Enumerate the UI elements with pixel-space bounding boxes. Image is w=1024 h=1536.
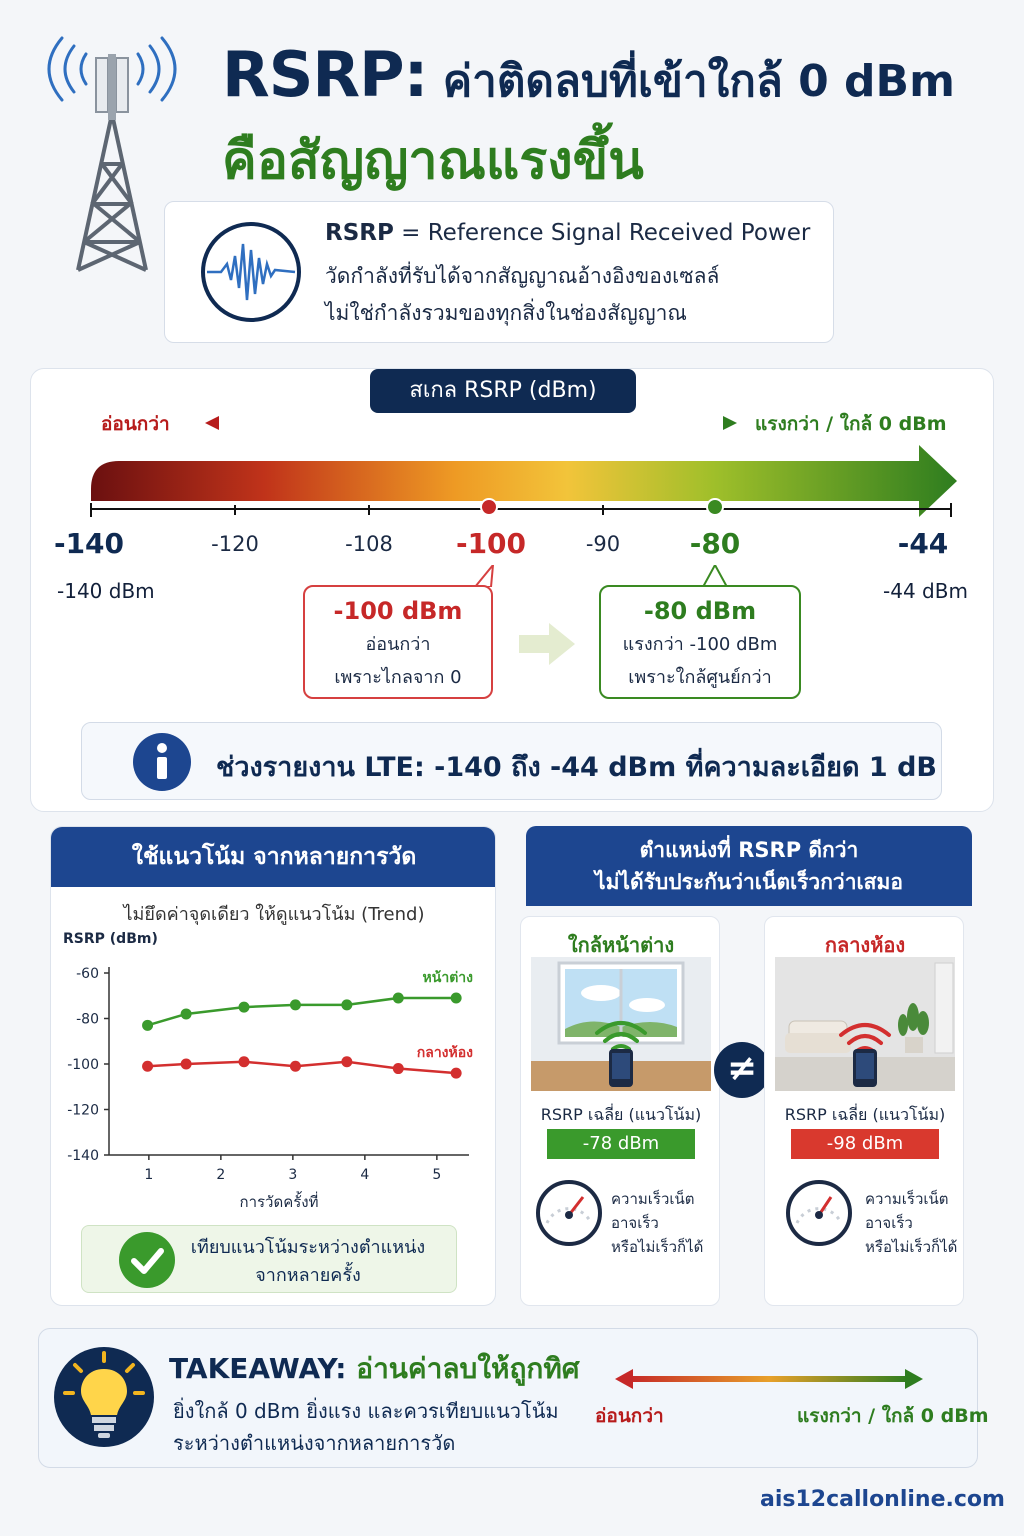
scale-stronger-label: แรงกว่า / ใกล้ 0 dBm: [755, 413, 947, 435]
series-point-2: [142, 1061, 153, 1072]
series-point-1: [341, 999, 352, 1010]
not-equal-icon: ≠: [714, 1042, 770, 1098]
series-point-2: [393, 1063, 404, 1074]
location-window-label: RSRP เฉลี่ย (แนวโน้ม): [540, 1105, 702, 1124]
trend-subtitle: ไม่ยึดค่าจุดเดียว ให้ดูแนวโน้ม (Trend): [123, 904, 425, 925]
location-header: [526, 826, 972, 906]
series-point-2: [239, 1056, 250, 1067]
title-rest: ค่าติดลบที่เข้าใกล้ 0 dBm: [442, 56, 955, 107]
page-title: [222, 38, 955, 116]
y-tick-label: -80: [76, 1011, 99, 1028]
series-point-2: [451, 1068, 462, 1079]
trend-tip-line1: เทียบแนวโน้มระหว่างตำแหน่ง: [190, 1237, 426, 1258]
takeaway-heading: อ่านค่าลบให้ถูกทิศ: [356, 1352, 580, 1385]
y-tick-label: -120: [67, 1102, 99, 1119]
location-header-line2: ไม่ได้รับประกันว่าเน็ตเร็วกว่าเสมอ: [595, 870, 903, 894]
callout-weak-line2: เพราะไกลจาก 0: [334, 667, 462, 688]
takeaway-line2: ระหว่างตำแหน่งจากหลายการวัด: [173, 1431, 456, 1455]
x-tick-label: 3: [288, 1167, 298, 1183]
trend-tip-line2: จากหลายครั้ง: [255, 1265, 361, 1286]
takeaway-label: TAKEAWAY:: [169, 1352, 347, 1385]
trend-tip-text: [178, 1234, 438, 1290]
info-text: ช่วงรายงาน LTE: -140 ถึง -44 dBm ที่ความละเอียด 1 dB: [216, 752, 937, 783]
location-window-speed: [611, 1187, 703, 1259]
speed-line2: อาจเร็ว: [611, 1214, 659, 1232]
tick-minus120: -120: [211, 532, 259, 556]
location-room-speed: [865, 1187, 957, 1259]
tick-minus80: -80: [689, 527, 741, 560]
series-line-2: [148, 1062, 457, 1073]
callout-strong-value: -80 dBm: [643, 597, 757, 625]
trend-tip-box: [81, 1225, 457, 1293]
series-point-1: [451, 993, 462, 1004]
x-tick-label: 1: [144, 1167, 154, 1183]
scale-title: สเกล RSRP (dBm): [370, 369, 636, 413]
speed-line1: ความเร็วเน็ต: [865, 1190, 949, 1208]
definition-line2: วัดกำลังที่รับได้จากสัญญาณอ้างอิงของเซลล์: [325, 264, 720, 288]
location-header-line1: ตำแหน่งที่ RSRP ดีกว่า: [639, 838, 859, 862]
definition-card: [164, 201, 834, 343]
info-bar: [81, 722, 942, 800]
tick-minus108: -108: [345, 532, 393, 556]
speedometer-icon: [785, 1179, 853, 1251]
callout-weak-value: -100 dBm: [333, 597, 463, 625]
window-room-illustration: [531, 957, 711, 1095]
location-room-label: RSRP เฉลี่ย (แนวโน้ม): [784, 1105, 946, 1124]
x-tick-label: 2: [216, 1167, 226, 1183]
tick-minus140: -140: [53, 527, 125, 560]
title-prefix: RSRP:: [222, 38, 428, 111]
series-point-1: [290, 999, 301, 1010]
scale-end-left: -140 dBm: [57, 579, 155, 603]
trend-panel: [50, 826, 496, 1306]
definition-abbr: RSRP: [325, 220, 394, 246]
callout-strong-line1: แรงกว่า -100 dBm: [622, 634, 778, 655]
location-room-title: กลางห้อง: [824, 933, 906, 957]
takeaway-line1: ยิ่งใกล้ 0 dBm ยิ่งแรง และควรเทียบแนวโน้ม: [173, 1399, 559, 1423]
takeaway-arrow: [613, 1367, 925, 1395]
tick-minus90: -90: [585, 532, 621, 556]
lightbulb-icon: [53, 1341, 155, 1457]
y-tick-label: -140: [67, 1148, 99, 1164]
takeaway-title: [169, 1347, 580, 1391]
callout-strong: [599, 585, 801, 699]
series-point-1: [181, 1008, 192, 1019]
series-label-2: กลางห้อง: [416, 1045, 473, 1062]
speed-line3: หรือไม่เร็วก็ได้: [865, 1238, 958, 1256]
callout-strong-line2: เพราะใกล้ศูนย์กว่า: [628, 667, 772, 688]
definition-expansion: = Reference Signal Received Power: [401, 220, 811, 246]
definition-title: [325, 220, 810, 246]
series-label-1: หน้าต่าง: [422, 970, 473, 987]
rsrp-gradient-bar: [89, 443, 969, 527]
series-point-1: [239, 1002, 250, 1013]
callout-weak: [303, 585, 493, 699]
definition-line3: ไม่ใช่กำลังรวมของทุกสิ่งในช่องสัญญาณ: [325, 301, 687, 325]
location-window-value: -78 dBm: [547, 1129, 695, 1159]
tick-minus100: -100: [455, 527, 527, 560]
checkmark-icon: [118, 1231, 176, 1293]
scale-weaker-label: อ่อนกว่า: [101, 413, 170, 435]
page-subtitle: คือสัญญาณแรงขึ้น: [222, 131, 644, 191]
y-tick-label: -60: [76, 966, 99, 982]
y-axis-label: RSRP (dBm): [63, 931, 158, 947]
location-card-room: [764, 916, 964, 1306]
tick-minus44: -44: [897, 527, 949, 560]
y-tick-label: -100: [67, 1057, 99, 1073]
series-point-1: [142, 1020, 153, 1031]
speedometer-icon: [535, 1179, 603, 1251]
info-icon: [132, 732, 192, 796]
trend-header: ใช้แนวโน้ม จากหลายการวัด: [51, 827, 496, 887]
series-point-1: [393, 993, 404, 1004]
location-room-value: -98 dBm: [791, 1129, 939, 1159]
location-panel: [526, 826, 972, 906]
takeaway-weaker: อ่อนกว่า: [595, 1405, 664, 1427]
callout-weak-line1: อ่อนกว่า: [365, 634, 431, 655]
takeaway-stronger: แรงกว่า / ใกล้ 0 dBm: [797, 1405, 989, 1427]
room-center-illustration: [775, 957, 955, 1095]
footer-link[interactable]: ais12callonline.com: [760, 1487, 1005, 1512]
speed-line3: หรือไม่เร็วก็ได้: [611, 1238, 704, 1256]
compare-arrow-icon: [519, 623, 577, 669]
trend-chart: [51, 923, 496, 1223]
series-line-1: [148, 998, 457, 1025]
location-card-window: [520, 916, 720, 1306]
x-axis-label: การวัดครั้งที่: [239, 1193, 319, 1211]
waveform-icon: [199, 214, 303, 330]
series-point-2: [181, 1059, 192, 1070]
x-tick-label: 4: [360, 1167, 370, 1183]
takeaway-panel: [38, 1328, 989, 1468]
direction-arrow: [201, 413, 741, 437]
x-tick-label: 5: [432, 1167, 442, 1183]
location-window-title: ใกล้หน้าต่าง: [567, 933, 675, 957]
speed-line1: ความเร็วเน็ต: [611, 1190, 695, 1208]
series-point-2: [341, 1056, 352, 1067]
scale-end-right: -44 dBm: [883, 579, 968, 603]
series-point-2: [290, 1061, 301, 1072]
speed-line2: อาจเร็ว: [865, 1214, 913, 1232]
